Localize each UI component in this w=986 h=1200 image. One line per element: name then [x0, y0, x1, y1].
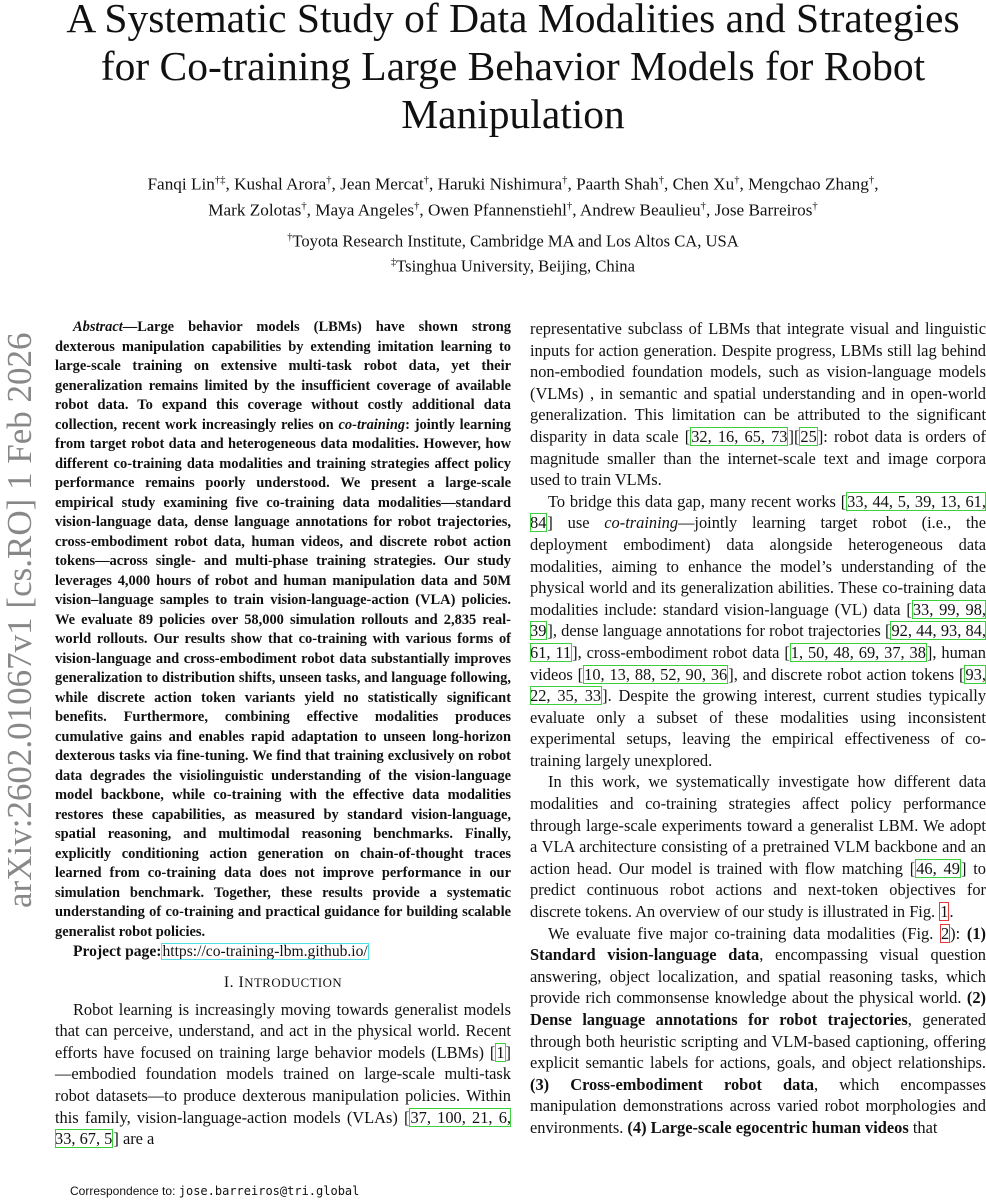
modality-3: (3) Cross-embodiment robot data [530, 1074, 815, 1094]
body-text: —jointly learning target robot (i.e., the deployment embodiment) data alongside heterogeneous data modalities, aiming to enhance the model’s understanding of the physical world and its generalization abilities. These co-training data modalities include: standard vision-language (VL) data [530, 513, 986, 619]
author-line-1: Fanqi Lin†‡, Kushal Arora†, Jean Mercat†, Haruki Nishimura†, Paarth Shah†, Chen Xu†, Mengchao Zhang†, [147, 174, 879, 194]
correspondence-email[interactable]: jose.barreiros@tri.global [178, 1184, 360, 1198]
body-text: , which encompasses manipulation demonstrations across varied robot morphologies and environments. [530, 1074, 986, 1137]
body-text: To bridge this data gap, many recent works [548, 491, 841, 511]
figure-ref-link[interactable]: 1 [940, 902, 949, 922]
citation-link[interactable]: 33, 44, 5, 39, 13, 61, 84 [530, 491, 986, 533]
body-text: to predict continuous robot actions and next-token objectives for discrete tokens. An overview of our study is illustrated in Fig. [530, 858, 986, 922]
citation-link[interactable]: 32, 16, 65, 73 [691, 426, 788, 446]
affiliations [40, 227, 986, 276]
intro-paragraph-1-cont: representative subclass of LBMs that integrate visual and linguistic inputs for action generation. Despite progress, LBMs still lag behind non-embodied foundation models, such as vision-language models (VLMs) , in semantic and spatial understanding and in open-world generalization. This limitation can be attributed to the significant disparity in data scale [32, 16, 65, 73][25]: robot data is orders of magnitude smaller than the internet-scale text and image corpora used to train VLMs. [530, 319, 986, 490]
correspondence-label: Correspondence to: [70, 1184, 176, 1198]
modality-4: (4) Large-scale egocentric human videos [627, 1117, 909, 1137]
intro-paragraph-2: To bridge this data gap, many recent works [33, 44, 5, 39, 13, 61, 84] use co-training—jointly learning target robot (i.e., the deployment embodiment) data alongside heterogeneous data modalities, aiming to enhance the model’s understanding of the physical world and its generalization abilities. These co-training data modalities include: standard vision-language (VL) data [33, 99, 98, 39], dense language annotations for robot trajectories [92, 44, 93, 84, 61, 11], cross-embodiment robot data [1, 50, 48, 69, 37, 38], human videos [10, 13, 88, 52, 90, 36], and discrete robot action tokens [93, 22, 35, 33]. Despite the growing interest, current studies typically evaluate only a subset of these modalities using inconsistent experimental setups, leaving the empirical effectiveness of co-training largely unexplored. [530, 491, 986, 770]
project-page-link[interactable]: https://co-training-lbm.github.io/ [162, 943, 368, 960]
abstract-text-2: : jointly learning from target robot data and heterogeneous data modalities. However, how different co-training data modalities and training strategies affect policy performance remains poorly understood. We present a large-scale empirical study examining five co-training data modalities—standard vision-language data, dense language annotations for robot trajectories, cross-embodiment robot data, human videos, and discrete robot action tokens—across single- and multi-phase training strategies. Our study leverages 4,000 hours of robot and human manipulation data and 50M vision–language samples to train vision-language-action (VLA) policies. We evaluate 89 policies over 58,000 simulation rollouts and 2,835 real-world rollouts. Our results show that co-training with various forms of vision-language and cross-embodiment robot data substantially improves generalization to distribution shifts, unseen tasks, and language following, while discrete action token variants yield no statistically significant benefits. Furthermore, combining effective modalities produces cumulative gains and enables rapid adaptation to unseen long-horizon dexterous tasks via fine-tuning. We find that training exclusively on robot data degrades the visiolinguistic understanding of the vision-language model backbone, while co-training with the effective data modalities restores these capabilities, as measured by standard vision-language, spatial reasoning, and multimodal reasoning benchmarks. Finally, explicitly conditioning action generation on chain-of-thought traces learned from co-training data does not improve performance in our simulation benchmark. Together, these results provide a systematic understanding of co-training and practical guidance for building scalable generalist robot policies. [55, 416, 511, 940]
abstract-label: Abstract [73, 319, 123, 335]
intro-paragraph-3: In this work, we systematically investigate how different data modalities and co-training strategies affect policy performance through large-scale experiments toward a generalist LBM. We adopt a VLA architecture consisting of a pretrained VLM backbone and an action head. Our model is trained with flow matching [46, 49] to predict continuous robot actions and next-token objectives for discrete tokens. An overview of our study is illustrated in Fig. 1. [530, 772, 986, 922]
intro-text: —embodied foundation models trained on large-scale multi-task robot datasets—to produce dexterous manipulation policies. Within this family, vision-language-action models (VLAs) [55, 1064, 511, 1127]
body-text: , dense language annotations for robot trajectories [552, 621, 885, 641]
body-text: . Despite the growing interest, current studies typically evaluate only a subset of these modalities using inconsistent experimental setups, leaving the empirical effectiveness of co-training largely unexplored. [530, 686, 986, 770]
co-training-emphasis: co-training [604, 513, 679, 533]
figure-ref-link[interactable]: 2 [940, 923, 950, 943]
body-text: In this work, we systematically investigate how different data modalities and co-training strategies affect policy performance through large-scale experiments toward a generalist LBM. We adopt a VLA architecture consisting of a pretrained VLM backbone and an action head. Our model is trained with flow matching [530, 772, 986, 878]
intro-paragraph-4 [530, 923, 986, 1139]
section-number: I. [223, 974, 235, 991]
citation-link[interactable]: 46, 49 [916, 858, 960, 878]
body-text: ): [950, 923, 967, 943]
right-column [530, 318, 986, 1200]
body-text: , and discrete robot action tokens [733, 664, 960, 684]
body-text: , encompassing visual question answering, object localization, and spatial reasoning tasks, which provide rich commonsense knowledge about the physical world. [530, 945, 986, 1008]
body-text: that [908, 1117, 938, 1137]
abstract [55, 318, 511, 942]
intro-paragraph-1: Robot learning is increasingly moving towards generalist models that can perceive, understand, and act in the physical world. Recent efforts have focused on training large behavior models (LBMs) [1]—embodied foundation models trained on large-scale multi-task robot datasets—to produce dexterous manipulation policies. Within this family, vision-language-action models (VLAs) [37, 100, 21, 6, 33, 67, 5] are a [55, 999, 512, 1149]
body-text: , cross-embodiment robot data [577, 642, 785, 662]
section-title-rest: NTRODUCTION [244, 976, 343, 990]
abstract-text-1: —Large behavior models (LBMs) have shown strong dexterous manipulation capabilities by extending imitation learning to large-scale training on extensive multi-task robot data, yet their generalization remains limited by the insufficient coverage of available robot data. To expand this coverage without costly additional data collection, recent work increasingly relies on [55, 319, 511, 433]
author-line-2: Mark Zolotas†, Maya Angeles†, Owen Pfannenstiehl†, Andrew Beaulieu†, Jose Barreiros† [208, 200, 818, 220]
abstract-emphasis: co-training [338, 416, 406, 433]
project-page [55, 942, 511, 962]
body-text: use [552, 513, 605, 533]
intro-text: are a [118, 1129, 155, 1149]
body-text: , human videos [530, 642, 986, 684]
affiliation-tsinghua: ‡Tsinghua University, Beijing, China [391, 256, 635, 276]
paper-title: A Systematic Study of Data Modalities and Strategies for Co-training Large Behavior Models for Robot Manipulation [66, 0, 960, 137]
body-text: We evaluate five major co-training data modalities (Fig. [548, 923, 940, 943]
citation-link[interactable]: 25 [800, 426, 817, 446]
arxiv-id: arXiv:2602.01067v1 [cs.RO] 1 Feb 2026 [0, 332, 39, 908]
author-list [40, 170, 986, 221]
intro-text: : robot data is orders of magnitude smaller than the internet-scale text and image corpora used to train VLMs. [530, 426, 986, 490]
modality-2: (2) Dense language annotations for robot trajectories [530, 988, 986, 1029]
project-page-label: Project page: [73, 943, 162, 960]
modality-1: (1) Standard vision-language data [530, 923, 986, 965]
body-text: . [949, 902, 954, 922]
intro-text: , in semantic and spatial understanding and in open-world generalization. This limitation can be attributed to the significant disparity in data scale [530, 383, 986, 446]
citation-link[interactable]: 1 [496, 1042, 505, 1062]
arxiv-stamp [0, 295, 40, 945]
intro-text: representative subclass of LBMs that integrate visual and linguistic inputs for action generation. Despite progress, LBMs still lag behind non-embodied foundation models, such as vision-language models (VLMs) [530, 319, 986, 403]
section-heading [55, 972, 511, 995]
left-column [55, 318, 511, 1153]
body-text: , generated through both heuristic scripting and VLM-based captioning, offering explicit semantic labels for actions, goals, and object relationships. [530, 1010, 986, 1073]
citation-link[interactable]: 33, 99, 98, 39 [530, 599, 986, 641]
citation-link[interactable]: 92, 44, 93, 84, 61, 11 [530, 621, 986, 662]
citation-link[interactable]: 93, 22, 35, 33 [530, 664, 986, 706]
affiliation-tri: †Toyota Research Institute, Cambridge MA and Los Altos CA, USA [287, 231, 739, 251]
citation-link[interactable]: 10, 13, 88, 52, 90, 36 [584, 664, 728, 684]
citation-link[interactable]: 1, 50, 48, 69, 37, 38 [790, 642, 926, 662]
citation-link[interactable]: 37, 100, 21, 6, 33, 67, 5 [55, 1107, 512, 1149]
correspondence-note [70, 1183, 359, 1199]
intro-text: Robot learning is increasingly moving towards generalist models that can perceive, understand, and act in the physical world. Recent efforts have focused on training large behavior models (LBMs) [55, 999, 511, 1062]
section-first-letter: I [238, 974, 245, 991]
